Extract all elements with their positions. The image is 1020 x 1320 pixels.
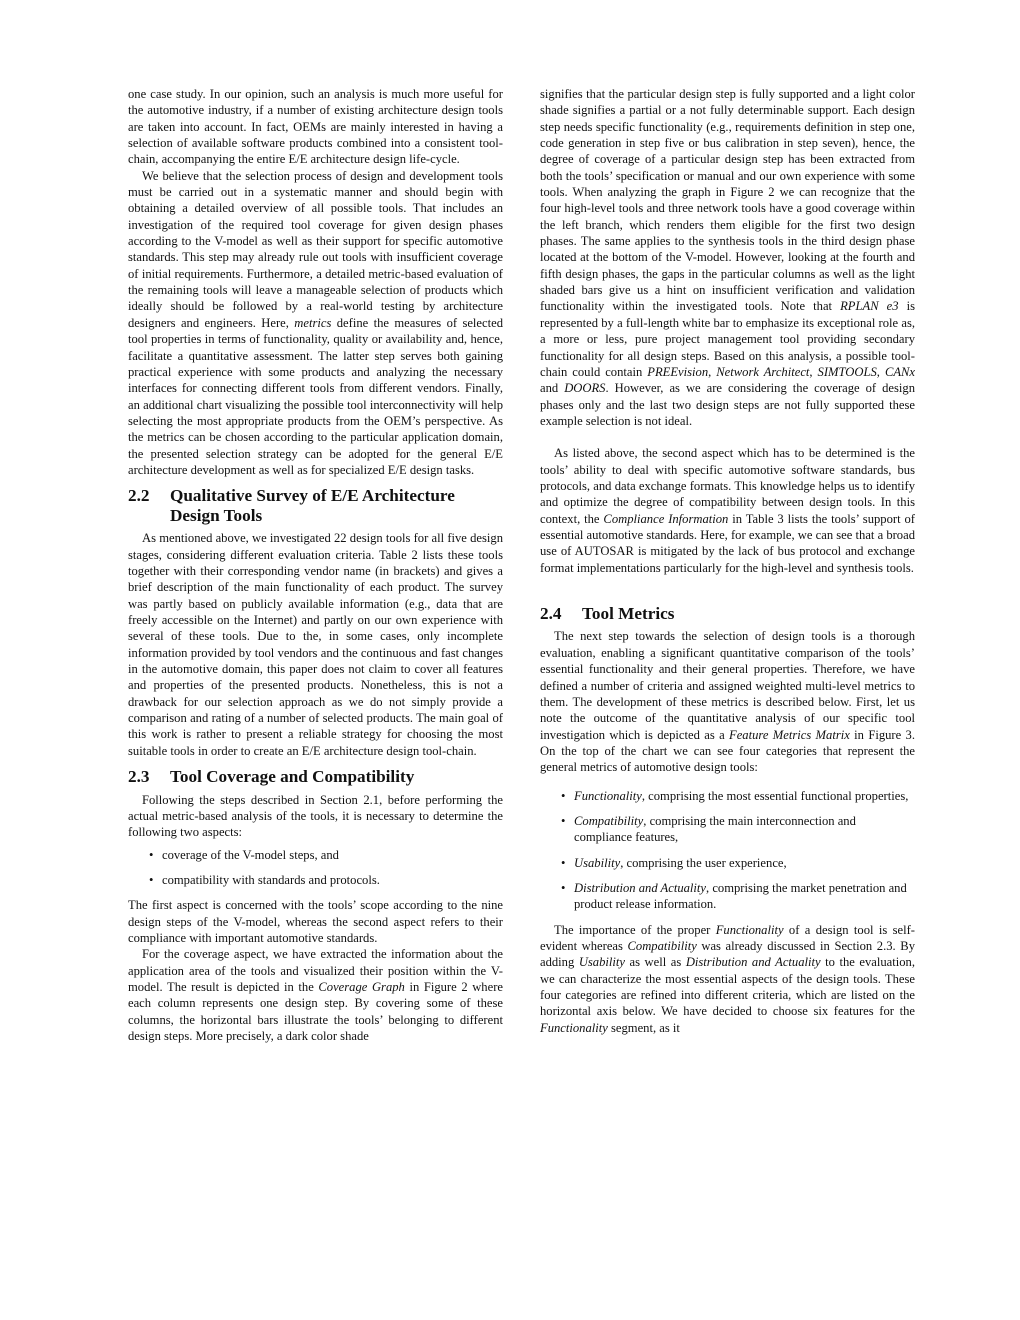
text: The importance of the proper xyxy=(554,922,716,937)
paragraph xyxy=(540,445,915,576)
list-item xyxy=(540,880,915,913)
text: Following the steps described in Section 2.1, before performing the actual metric-based analysis of the tools, it is necessary to determine the following two aspects: xyxy=(128,792,503,840)
right-column xyxy=(540,86,915,1036)
text: The first aspect is concerned with the tools’ scope according to the nine design steps of the V-model, whereas the second aspect refers to their compliance with important automotive standards. xyxy=(128,898,503,945)
text: as well as xyxy=(625,955,686,970)
emphasis: DOORS xyxy=(564,381,606,396)
emphasis: Functionality xyxy=(540,1020,608,1035)
text: one case study. In our opinion, such an analysis is much more useful for the automotive industry, if a number of existing architecture design tools are taken into account. In fact, OEMs are mainly interested in having a selection of available software products combined into a consistent tool-chain, accompanying the entire E/E architecture design life-cycle. xyxy=(128,87,503,167)
bullet-icon: • xyxy=(561,788,566,803)
text: , comprising the most essential functional properties, xyxy=(641,788,909,803)
text: , comprising the user experience, xyxy=(620,855,787,870)
text: define the measures of selected tool properties in terms of functionality, quality or availability and, hence, facilitate a quantitative assessment. The latter step serves both gaining practical experience with some products and analyzing the necessary interfaces for connecting different tools from different vendors. Finally, an additional chart visualizing the possible tool interconnectivity will help selecting the most appropriate products from the OEM’s perspective. As the metrics can be chosen according to the particular application domain, the presented selection strategy can be adopted for the general E/E architecture development as well as for specialized E/E design tasks. xyxy=(128,315,503,477)
text: For the coverage aspect, we have extracted the information about the application area of the tools and visualized their position within the V-model. The result is depicted in the xyxy=(128,947,503,994)
paragraph xyxy=(128,168,503,479)
section-title: Tool Coverage and Compatibility xyxy=(170,767,415,787)
text: , xyxy=(876,364,885,379)
list-item xyxy=(540,788,915,804)
emphasis: Compatibility xyxy=(627,938,697,953)
text: in Figure 2 where each column represents one design step. By covering some of these columns, the horizontal bars illustrate the tools’ belonging to different design steps. More precisely, a dark color shade xyxy=(128,980,503,1044)
emphasis: Distribution and Actuality xyxy=(574,880,707,895)
text: in Figure 3. On the top of the chart we can see four categories that represent the general metrics of automotive design tools: xyxy=(540,727,915,775)
emphasis: Usability xyxy=(578,955,625,970)
text: to the evaluation, we can characterize the most essential aspects of the design tools. These four categories are refined into different criteria, which are listed on the horizontal axis below. We have decided to choose six features for the xyxy=(540,955,915,1019)
text: segment, as it xyxy=(607,1020,680,1035)
paragraph xyxy=(540,86,915,429)
paragraph xyxy=(128,86,503,168)
paragraph xyxy=(128,946,503,1044)
text: The next step towards the selection of design tools is a thorough evaluation, enabling a significant quantitative comparison of the tools’ essential functionality and their general properties. Therefore, we have defined a number of criteria and assigned weighted multi-level metrics to them. The development of these metrics is described below. First, let us note the outcome of the quantitative analysis of our specific tool investigation which is depicted as a xyxy=(540,629,915,742)
bullet-list xyxy=(128,847,503,889)
emphasis: CANx xyxy=(884,364,916,379)
emphasis: Compatibility xyxy=(574,813,644,828)
bullet-icon: • xyxy=(561,813,566,828)
emphasis: RPLAN e3 xyxy=(840,299,899,314)
text: , xyxy=(809,364,818,379)
left-column xyxy=(128,86,503,1044)
text: of a design tool is self-evident whereas xyxy=(540,922,915,953)
text: is represented by a full-length white bar to emphasize its exceptional role as, a more or less, pure project management tool providing secondary functionality for all design steps. Based on this analysis, a possible tool-chain could contain xyxy=(540,299,915,379)
emphasis: Network Architect xyxy=(716,364,810,379)
emphasis: Distribution and Actuality xyxy=(685,955,821,970)
list-item xyxy=(128,847,503,863)
paragraph xyxy=(128,897,503,946)
text: . However, as we are considering the coverage of design phases only and the last two design steps are not fully supported these example selection is not ideal. xyxy=(540,381,915,428)
list-item xyxy=(128,872,503,888)
text: in Table 3 lists the tools’ support of essential automotive standards. Here, for example, we can see that a broad use of AUTOSAR is mitigated by the lack of bus protocol and exchange format implementations particularly for the high-level and synthesis tools. xyxy=(540,511,915,575)
emphasis: Functionality xyxy=(574,788,642,803)
bullet-icon: • xyxy=(149,872,154,887)
section-title: Qualitative Survey of E/E Architecture Design Tools xyxy=(170,486,455,525)
emphasis: Functionality xyxy=(715,922,784,937)
list-item xyxy=(540,813,915,846)
emphasis: Usability xyxy=(574,855,621,870)
section-heading-2-2 xyxy=(128,486,503,525)
section-heading-2-4 xyxy=(540,604,915,624)
spacer xyxy=(540,576,915,596)
text: , comprising the main interconnection and compliance features, xyxy=(574,813,856,845)
emphasis: PREEvision xyxy=(647,364,709,379)
emphasis: SIMTOOLS xyxy=(817,364,877,379)
bullet-icon: • xyxy=(561,880,566,895)
text: We believe that the selection process of design and development tools must be carried out in a systematic manner and should begin with obtaining a detailed overview of all possible tools. That includes an investigation of the required tool coverage for given design phases according to the V-model as well as their support for specific automotive standards. This step may already rule out tools with insufficient coverage of initial requirements. Furthermore, a detailed metric-based evaluation of the remaining tools will leave a manageable selection of products which ideally should be followed by a real-world testing by architecture designers and engineers. Here, xyxy=(128,168,503,330)
text: and xyxy=(540,381,565,396)
section-number: 2.4 xyxy=(540,603,562,623)
text: was already discussed in Section 2.3. By adding xyxy=(540,938,915,970)
bullet-icon: • xyxy=(149,847,154,862)
paragraph xyxy=(128,530,503,759)
paragraph xyxy=(128,792,503,841)
emphasis: Compliance Information xyxy=(603,511,729,526)
section-number: 2.3 xyxy=(128,767,150,787)
emphasis: Coverage Graph xyxy=(318,980,405,994)
text: signifies that the particular design step is fully supported and a light color shade signifies a partial or a not fully determinable support. Each design step needs specific functionality (e.g., requirements definition in step one, code generation in step five or bus calibration in step seven), hence, the degree of coverage of a particular design step has been extracted from both the tools’ specification or manual and our own experience with some tools. When analyzing the graph in Figure 2 we can recognize that the four high-level tools and three network tools have a good coverage within the left branch, which renders them eligible for the first two design phases. The same applies to the synthesis tools in the third design phase located at the bottom of the V-model. However, looking at the fourth and fifth design phases, the gaps in the particular columns as well as the light shaded bars give us a hint on insufficient verification and validation functionality within the investigated tools. Note that xyxy=(540,87,915,314)
text: , xyxy=(708,364,717,379)
section-title: Tool Metrics xyxy=(582,603,675,623)
text: compatibility with standards and protocols. xyxy=(162,872,380,887)
section-heading-2-3 xyxy=(128,767,503,787)
list-item xyxy=(540,855,915,871)
spacer xyxy=(540,429,915,445)
paragraph xyxy=(540,628,915,775)
text: coverage of the V-model steps, and xyxy=(162,847,339,862)
emphasis: Feature Metrics Matrix xyxy=(729,727,850,742)
text: , comprising the market penetration and product release information. xyxy=(574,880,907,912)
section-number: 2.2 xyxy=(128,486,150,506)
paragraph xyxy=(540,922,915,1036)
emphasis: metrics xyxy=(294,315,332,330)
bullet-icon: • xyxy=(561,855,566,870)
text: As listed above, the second aspect which has to be determined is the tools’ ability to deal with specific automotive software standards, bus protocols, and data exchange formats. This knowledge helps us to identify and optimize the degree of compatibility between design tools. In this context, the xyxy=(540,446,915,526)
text: As mentioned above, we investigated 22 design tools for all five design stages, considering different evaluation criteria. Table 2 lists these tools together with their corresponding vendor name (in brackets) and gives a brief description of the main functionality of each product. The survey was partly based on publicly available information (e.g., data that are freely accessible on the Internet) and partly on our own experience with several of these tools. Due to the, in some cases, only incomplete information provided by tool vendors and the continuous and fast changes in the automotive domain, this paper does not claim to cover all features and properties of the presented products. Nonetheless, this is not a drawback for our selection approach as we do not simply provide a comparison and rating of a number of selected products. The main goal of this work is rather to present a reliable strategy for choosing the most suitable tools in order to create an E/E architecture design tool-chain. xyxy=(128,531,503,758)
bullet-list xyxy=(540,788,915,913)
